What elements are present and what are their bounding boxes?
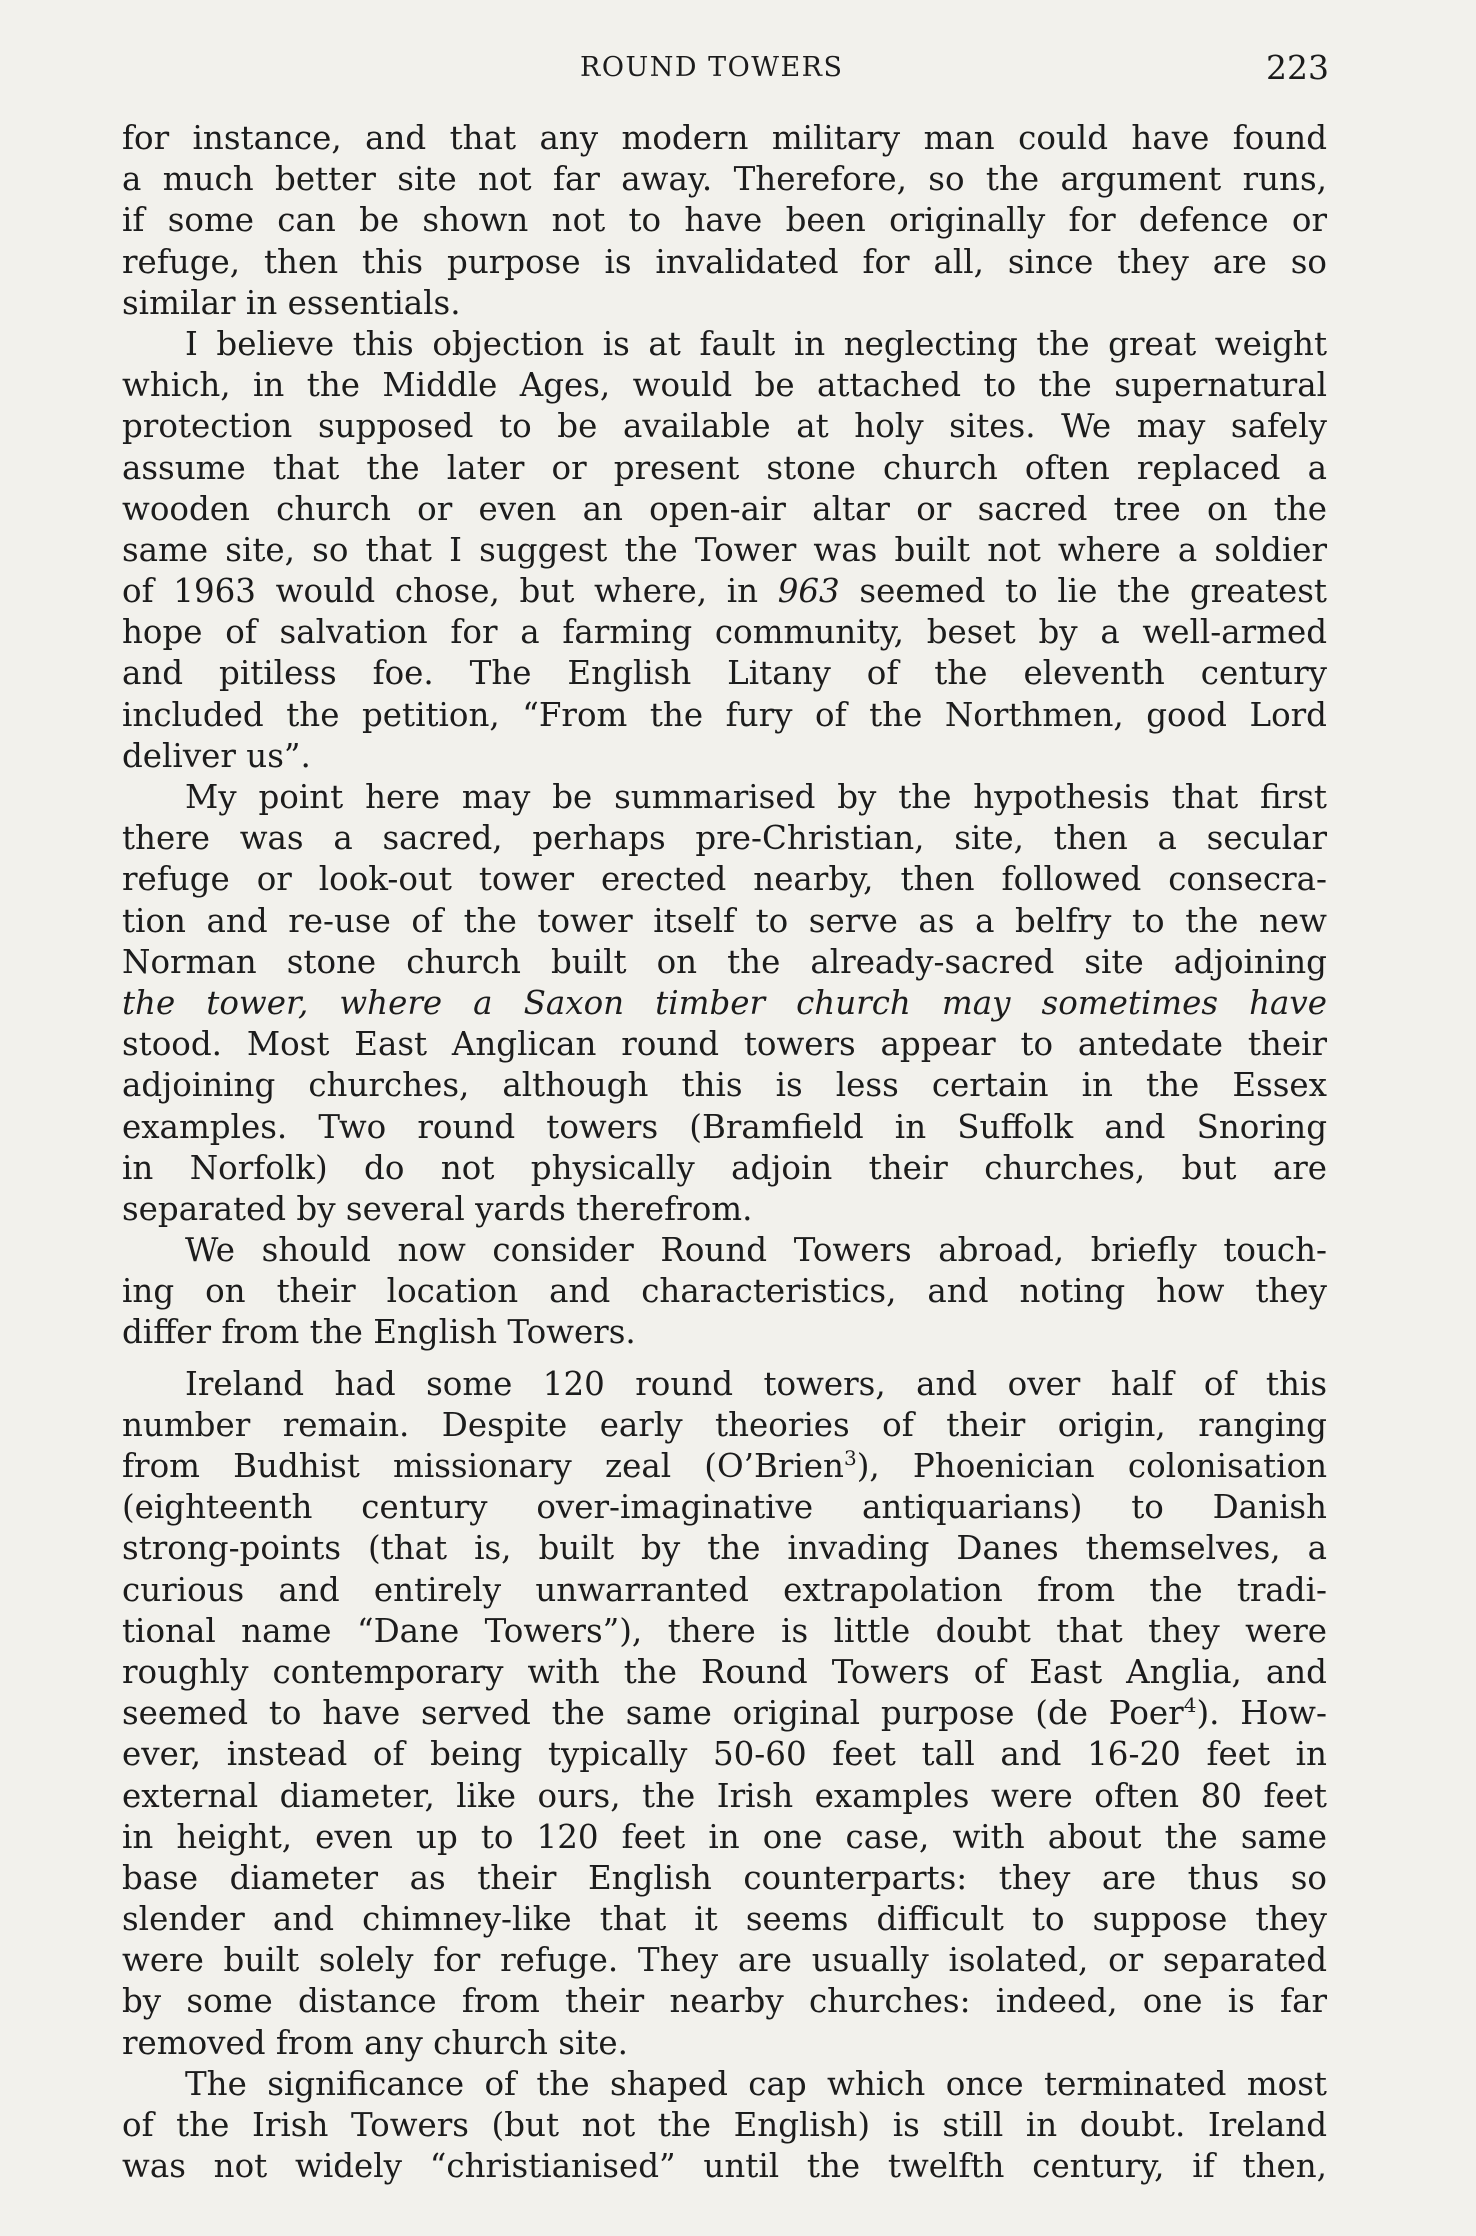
text-line: Norman stone church built on the already-sacred site adjoining: [122, 942, 1327, 981]
running-title: ROUND TOWERS: [580, 52, 844, 83]
text-line: of the Irish Towers (but not the English) is still in doubt. Ireland: [122, 2106, 1327, 2144]
text-line: [122, 1446, 1327, 1487]
text-line: [122, 571, 1327, 612]
running-head: [0, 48, 1476, 88]
text-line: in Norfolk) do not physically adjoin their churches, but are: [122, 1148, 1327, 1187]
text-line: My point here may be summarised by the hypothesis that first: [185, 778, 1327, 816]
text-line: removed from any church site.: [122, 2023, 628, 2062]
text-line: refuge, then this purpose is invalidated for all, since they are so: [122, 242, 1327, 281]
text-line: curious and entirely unwarranted extrapolation from the tradi-: [122, 1570, 1327, 1609]
text-line: strong-points (that is, built by the invading Danes themselves, a: [122, 1529, 1327, 1568]
text-line: included the petition, “From the fury of the Northmen, good Lord: [122, 695, 1327, 734]
text-line: number remain. Despite early theories of their origin, ranging: [122, 1405, 1327, 1444]
text-segment: seemed to lie the greatest: [839, 572, 1327, 611]
text-segment: of 1963 would chose, but where, in: [122, 572, 778, 611]
text-line: deliver us”.: [122, 736, 311, 775]
text-line: protection supposed to be available at holy sites. We may safely: [122, 407, 1327, 446]
text-line: wooden church or even an open-air altar or sacred tree on the: [122, 489, 1327, 528]
text-segment: from Budhist missionary zeal (O’Brien: [122, 1447, 844, 1485]
text-line: (eighteenth century over-imaginative antiquarians) to Danish: [122, 1488, 1327, 1527]
text-line: [122, 1693, 1327, 1734]
text-line: ing on their location and characteristics, and noting how they: [122, 1272, 1327, 1311]
footnote-ref: 3: [843, 1446, 857, 1471]
paragraph-gap: [122, 1354, 1327, 1364]
page-number: 223: [1266, 48, 1329, 87]
text-line: We should now consider Round Towers abroad, briefly touch-: [185, 1231, 1327, 1270]
text-line: tional name “Dane Towers”), there is little doubt that they were: [122, 1611, 1327, 1650]
body-text: [122, 118, 1327, 2187]
text-line: differ from the English Towers.: [122, 1313, 636, 1352]
text-segment: seemed to have served the same original purpose (de Poer: [122, 1694, 1184, 1733]
footnote-ref: 4: [1183, 1693, 1197, 1718]
text-line: assume that the later or present stone church often replaced a: [122, 448, 1327, 487]
text-line: there was a sacred, perhaps pre-Christian, site, then a secular: [122, 819, 1327, 858]
text-line: if some can be shown not to have been originally for defence or: [122, 201, 1327, 240]
text-line: examples. Two round towers (Bramfield in Suffolk and Snoring: [122, 1107, 1327, 1146]
text-line: were built solely for refuge. They are usually isolated, or separated: [122, 1941, 1327, 1980]
text-line: hope of salvation for a farming community, beset by a well-armed: [122, 613, 1327, 652]
text-line: same site, so that I suggest the Tower was built not where a soldier: [122, 530, 1327, 569]
text-line: The significance of the shaped cap which once terminated most: [185, 2064, 1327, 2103]
text-line: a much better site not far away. Therefore, so the argument runs,: [122, 160, 1327, 199]
text-line: external diameter, like ours, the Irish examples were often 80 feet: [122, 1776, 1327, 1815]
text-line: and pitiless foe. The English Litany of the eleventh century: [122, 654, 1327, 693]
text-line: the tower, where a Saxon timber church may sometimes have: [122, 983, 1327, 1022]
text-line: slender and chimney-like that it seems difficult to suppose they: [122, 1900, 1327, 1939]
text-line: tion and re-use of the tower itself to serve as a belfry to the new: [122, 901, 1327, 940]
text-segment: ). How-: [1196, 1694, 1327, 1733]
italic-year: 963: [777, 572, 840, 611]
text-line: adjoining churches, although this is less certain in the Essex: [122, 1066, 1327, 1105]
text-line: roughly contemporary with the Round Towers of East Anglia, and: [122, 1652, 1327, 1691]
text-line: base diameter as their English counterparts: they are thus so: [122, 1858, 1327, 1897]
text-line: for instance, and that any modern military man could have found: [122, 119, 1327, 157]
text-line: I believe this objection is at fault in neglecting the great weight: [185, 324, 1327, 363]
text-line: stood. Most East Anglican round towers appear to antedate their: [122, 1025, 1327, 1064]
text-line: refuge or look-out tower erected nearby, then followed consecra-: [122, 860, 1327, 899]
text-line: by some distance from their nearby churches: indeed, one is far: [122, 1982, 1327, 2021]
text-segment: ), Phoenician colonisation: [856, 1447, 1327, 1485]
text-line: was not widely “christianised” until the twelfth century, if then,: [122, 2147, 1327, 2186]
text-line: Ireland had some 120 round towers, and over half of this: [185, 1364, 1327, 1403]
text-line: similar in essentials.: [122, 283, 461, 322]
text-line: ever, instead of being typically 50-60 feet tall and 16-20 feet in: [122, 1735, 1327, 1774]
text-line: in height, even up to 120 feet in one case, with about the same: [122, 1817, 1327, 1856]
text-line: which, in the Middle Ages, would be attached to the supernatural: [122, 366, 1327, 405]
text-line: separated by several yards therefrom.: [122, 1189, 753, 1228]
